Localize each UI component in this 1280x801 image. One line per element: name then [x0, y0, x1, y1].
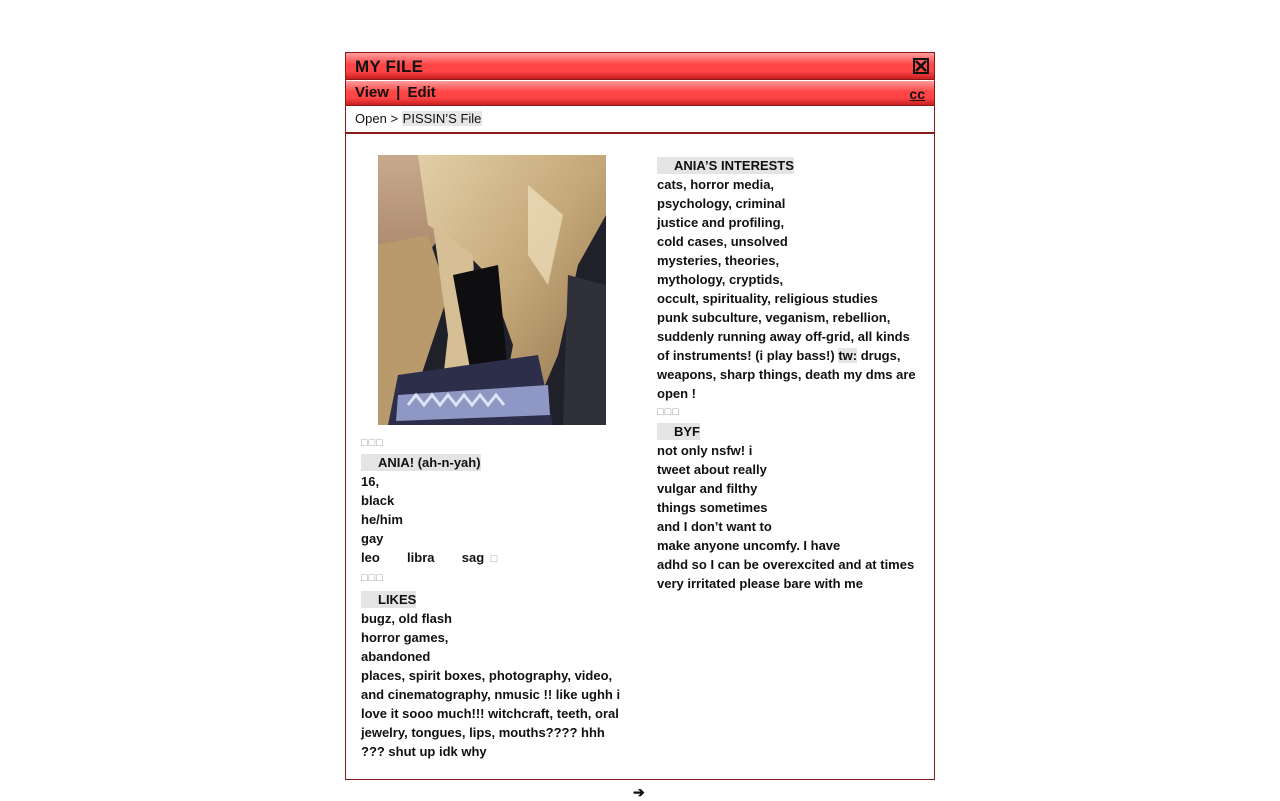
interests-line: mythology, cryptids, — [657, 272, 784, 287]
name-heading-text: ANIA! (ah-n-yah) — [378, 455, 481, 470]
arrow-right-icon[interactable]: ➔ — [633, 784, 645, 800]
decor-boxes: □□□ — [361, 572, 384, 584]
interests-line: occult, spirituality, religious studies — [657, 291, 878, 306]
menu-separator: | — [396, 84, 401, 101]
profile-column — [361, 434, 631, 761]
sign-moon: libra — [407, 550, 435, 565]
file-window — [345, 52, 935, 780]
zodiac-signs — [361, 548, 631, 569]
menu-links — [355, 84, 436, 101]
interests-line: open ! — [657, 386, 696, 401]
breadcrumb-open[interactable]: Open — [355, 111, 387, 126]
edit-link[interactable]: Edit — [407, 84, 436, 101]
likes-line: love it sooo much!!! witchcraft, teeth, oral — [361, 706, 619, 721]
likes-line: places, spirit boxes, photography, video, — [361, 668, 613, 683]
close-button[interactable] — [913, 58, 929, 74]
likes-line: ??? shut up idk why — [361, 744, 487, 759]
interests-column — [657, 156, 927, 593]
sign-trail-box: □ — [490, 553, 499, 565]
byf-line: and I don’t want to — [657, 519, 772, 534]
menu-bar — [346, 81, 934, 106]
byf-heading-text: BYF — [674, 424, 700, 439]
interests-line-tw — [657, 346, 927, 365]
byf-line: tweet about really — [657, 462, 767, 477]
decor-boxes: □□□ — [657, 406, 680, 418]
detail-age: 16, — [361, 474, 380, 489]
decor-boxes: □□□ — [361, 437, 384, 449]
sign-rising: sag — [461, 550, 485, 565]
likes-heading-text: LIKES — [378, 592, 417, 607]
window-title: MY FILE — [355, 57, 424, 76]
title-bar — [346, 53, 934, 80]
likes-line: horror games, — [361, 630, 449, 645]
close-icon — [913, 58, 929, 74]
likes-line: and cinematography, nmusic !! like ughh i — [361, 687, 621, 702]
byf-line: adhd so I can be overexcited and at times — [657, 557, 915, 572]
detail-pronouns: he/him — [361, 512, 403, 527]
view-link[interactable]: View — [355, 84, 389, 101]
cc-link[interactable]: cc — [909, 86, 925, 102]
interests-heading-text: ANIA’S INTERESTS — [674, 158, 794, 173]
likes-heading — [361, 591, 416, 608]
tw-label: tw: — [838, 348, 858, 363]
interests-line: justice and profiling, — [657, 215, 785, 230]
likes-line: abandoned — [361, 649, 431, 664]
interests-line: punk subculture, veganism, rebellion, — [657, 310, 891, 325]
interests-line: suddenly running away off-grid, all kinds — [657, 329, 910, 344]
interests-heading — [657, 157, 794, 174]
interests-line-pre: of instruments! (i play bass!) — [657, 348, 839, 363]
detail-orientation: gay — [361, 531, 384, 546]
interests-line: weapons, sharp things, death my dms are — [657, 367, 916, 382]
breadcrumb — [355, 111, 482, 126]
interests-line: mysteries, theories, — [657, 253, 780, 268]
interests-line: psychology, criminal — [657, 196, 786, 211]
profile-photo-image — [378, 155, 606, 425]
sign-sun: leo — [361, 550, 380, 565]
profile-photo — [378, 155, 606, 425]
byf-line: not only nsfw! i — [657, 443, 753, 458]
byf-heading — [657, 423, 700, 440]
detail-race: black — [361, 493, 395, 508]
byf-line: things sometimes — [657, 500, 768, 515]
file-content — [346, 134, 934, 780]
interests-line-post: drugs, — [857, 348, 901, 363]
breadcrumb-separator: > — [390, 111, 399, 126]
byf-line: vulgar and filthy — [657, 481, 758, 496]
interests-line: cats, horror media, — [657, 177, 775, 192]
name-heading — [361, 454, 481, 471]
likes-line: bugz, old flash — [361, 611, 452, 626]
interests-line: cold cases, unsolved — [657, 234, 788, 249]
likes-line: jewelry, tongues, lips, mouths???? hhh — [361, 725, 605, 740]
byf-line: make anyone uncomfy. I have — [657, 538, 841, 553]
breadcrumb-current: PISSIN’S File — [402, 111, 482, 126]
byf-line: very irritated please bare with me — [657, 576, 863, 591]
breadcrumb-bar — [346, 106, 934, 134]
